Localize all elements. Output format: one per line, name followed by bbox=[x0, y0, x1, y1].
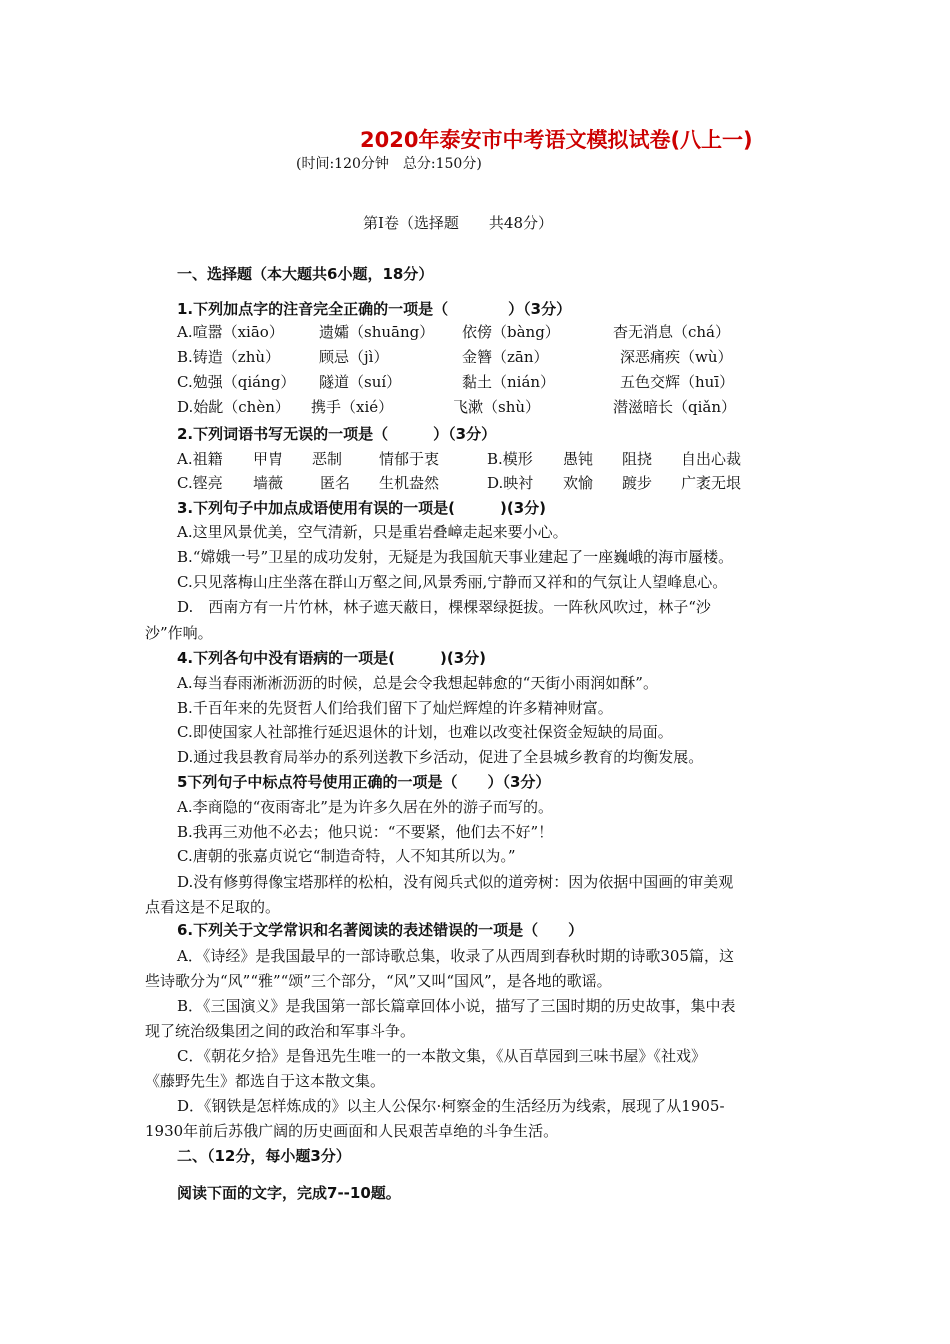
q5-option-d-line2: 点看这是不足取的。 bbox=[145, 898, 281, 916]
q4-option-b: B.千百年来的先贤哲人们给我们留下了灿烂辉煌的许多精神财富。 bbox=[177, 699, 613, 717]
q1-a-3: 依傍（bàng） bbox=[462, 323, 560, 341]
q3-option-c: C.只见落梅山庄坐落在群山万壑之间,风景秀丽,宁静而又祥和的气氛让人望峰息心。 bbox=[177, 573, 728, 591]
q1-c-1: C.勉强（qiáng） bbox=[177, 373, 296, 391]
q5-option-b: B.我再三劝他不必去；他只说：“不要紧，他们去不好”！ bbox=[177, 823, 554, 841]
question-4-stem: 4.下列各句中没有语病的一项是( )(3分) bbox=[177, 649, 486, 667]
q4-option-a: A.每当春雨淅淅沥沥的时候，总是会令我想起韩愈的“天街小雨润如酥”。 bbox=[177, 674, 658, 692]
section-heading-2: 二、（12分，每小题3分） bbox=[177, 1147, 351, 1165]
q1-b-2: 顾忌（jì） bbox=[319, 348, 389, 366]
time-info: (时间:120分钟 总分:150分) bbox=[296, 156, 482, 172]
q1-a-2: 遗孀（shuāng） bbox=[319, 323, 435, 341]
q2-1-3: 恶制 bbox=[312, 450, 343, 468]
q2-1-7: 阻挠 bbox=[622, 450, 653, 468]
q2-1-8: 自出心裁 bbox=[681, 450, 742, 468]
q1-b-3: 金簪（zān） bbox=[462, 348, 549, 366]
q4-option-d: D.通过我县教育局举办的系列送教下乡活动，促进了全县城乡教育的均衡发展。 bbox=[177, 748, 704, 766]
q1-d-1: D.始龀（chèn） bbox=[177, 398, 290, 416]
q6-option-c-line2: 《藤野先生》都选自于这本散文集。 bbox=[145, 1072, 386, 1090]
q2-1-5: B.模形 bbox=[487, 450, 533, 468]
q6-option-d-line1: D．《钢铁是怎样炼成的》以主人公保尔·柯察金的生活经历为线索，展现了从1905- bbox=[177, 1097, 725, 1115]
q2-1-6: 愚钝 bbox=[563, 450, 594, 468]
section-heading-1: 一、选择题（本大题共6小题，18分） bbox=[177, 265, 434, 283]
q3-option-d-line1: D. 西南方有一片竹林，林子遮天蔽日，棵棵翠绿挺拔。一阵秋风吹过，林子“沙 bbox=[177, 598, 711, 616]
q5-option-c: C.唐朝的张嘉贞说它“制造奇特，人不知其所以为。” bbox=[177, 847, 516, 865]
q1-a-4: 杳无消息（chá） bbox=[613, 323, 731, 341]
q3-option-b: B.“嫦娥一号”卫星的成功发射，无疑是为我国航天事业建起了一座巍峨的海市蜃楼。 bbox=[177, 548, 734, 566]
q4-option-c: C.即使国家人社部推行延迟退休的计划，也难以改变社保资金短缺的局面。 bbox=[177, 723, 673, 741]
q1-c-3: 黏土（nián） bbox=[462, 373, 556, 391]
volume-heading: 第Ⅰ卷（选择题 共48分） bbox=[363, 214, 554, 232]
q6-option-c-line1: C．《朝花夕拾》是鲁迅先生唯一的一本散文集，《从百草园到三味书屋》《社戏》 bbox=[177, 1047, 706, 1065]
q2-1-1: A.祖籍 bbox=[177, 450, 223, 468]
q1-d-4: 潜滋暗长（qiǎn） bbox=[613, 398, 737, 416]
q1-c-4: 五色交辉（huī） bbox=[620, 373, 735, 391]
q6-option-b-line2: 现了统治级集团之间的政治和军事斗争。 bbox=[145, 1022, 416, 1040]
q6-option-a-line1: A．《诗经》是我国最早的一部诗歌总集，收录了从西周到春秋时期的诗歌305篇，这 bbox=[177, 947, 734, 965]
q1-d-3: 飞漱（shù） bbox=[453, 398, 541, 416]
q1-b-1: B.铸造（zhù） bbox=[177, 348, 281, 366]
q2-1-4: 情郁于衷 bbox=[379, 450, 440, 468]
q2-2-8: 广袤无垠 bbox=[681, 474, 742, 492]
q2-2-1: C.铿亮 bbox=[177, 474, 223, 492]
q5-option-d-line1: D.没有修剪得像宝塔那样的松柏，没有阅兵式似的道旁树：因为依据中国画的审美观 bbox=[177, 873, 734, 891]
q3-option-a: A.这里风景优美，空气清新，只是重岩叠嶂走起来要小心。 bbox=[177, 523, 568, 541]
q1-c-2: 隧道（suí） bbox=[319, 373, 402, 391]
q1-a-1: A.喧嚣（xiāo） bbox=[177, 323, 284, 341]
q6-option-b-line1: B．《三国演义》是我国第一部长篇章回体小说，描写了三国时期的历史故事，集中表 bbox=[177, 997, 736, 1015]
q2-2-4: 生机盎然 bbox=[379, 474, 440, 492]
q2-2-5: D.映衬 bbox=[487, 474, 534, 492]
q2-2-2: 墙薇 bbox=[253, 474, 284, 492]
question-5-stem: 5下列句子中标点符号使用正确的一项是（ ）（3分） bbox=[177, 773, 551, 791]
q2-2-3: 匿名 bbox=[320, 474, 351, 492]
q6-option-d-line2: 1930年前后苏俄广阔的历史画面和人民艰苦卓绝的斗争生活。 bbox=[145, 1122, 559, 1140]
q1-b-4: 深恶痛疾（wù） bbox=[620, 348, 733, 366]
question-6-stem: 6.下列关于文学常识和名著阅读的表述错误的一项是（ ） bbox=[177, 921, 584, 939]
question-1-stem: 1.下列加点字的注音完全正确的一项是（ ）（3分） bbox=[177, 300, 572, 318]
reading-instruction: 阅读下面的文字，完成7--10题。 bbox=[177, 1184, 401, 1202]
q3-option-d-line2: 沙”作响。 bbox=[145, 624, 213, 642]
q2-2-6: 欢愉 bbox=[563, 474, 594, 492]
question-3-stem: 3.下列句子中加点成语使用有误的一项是( )(3分) bbox=[177, 499, 546, 517]
q2-2-7: 踱步 bbox=[622, 474, 653, 492]
q2-1-2: 甲胄 bbox=[253, 450, 284, 468]
q5-option-a: A.李商隐的“夜雨寄北”是为许多久居在外的游子而写的。 bbox=[177, 798, 553, 816]
q6-option-a-line2: 些诗歌分为“风”“雅”“颂”三个部分，“风”又叫“国风”，是各地的歌谣。 bbox=[145, 972, 612, 990]
question-2-stem: 2.下列词语书写无误的一项是（ ）（3分） bbox=[177, 425, 497, 443]
page-title: 2020年泰安市中考语文模拟试卷(八上一) bbox=[360, 128, 753, 152]
q1-d-2: 携手（xié） bbox=[311, 398, 394, 416]
